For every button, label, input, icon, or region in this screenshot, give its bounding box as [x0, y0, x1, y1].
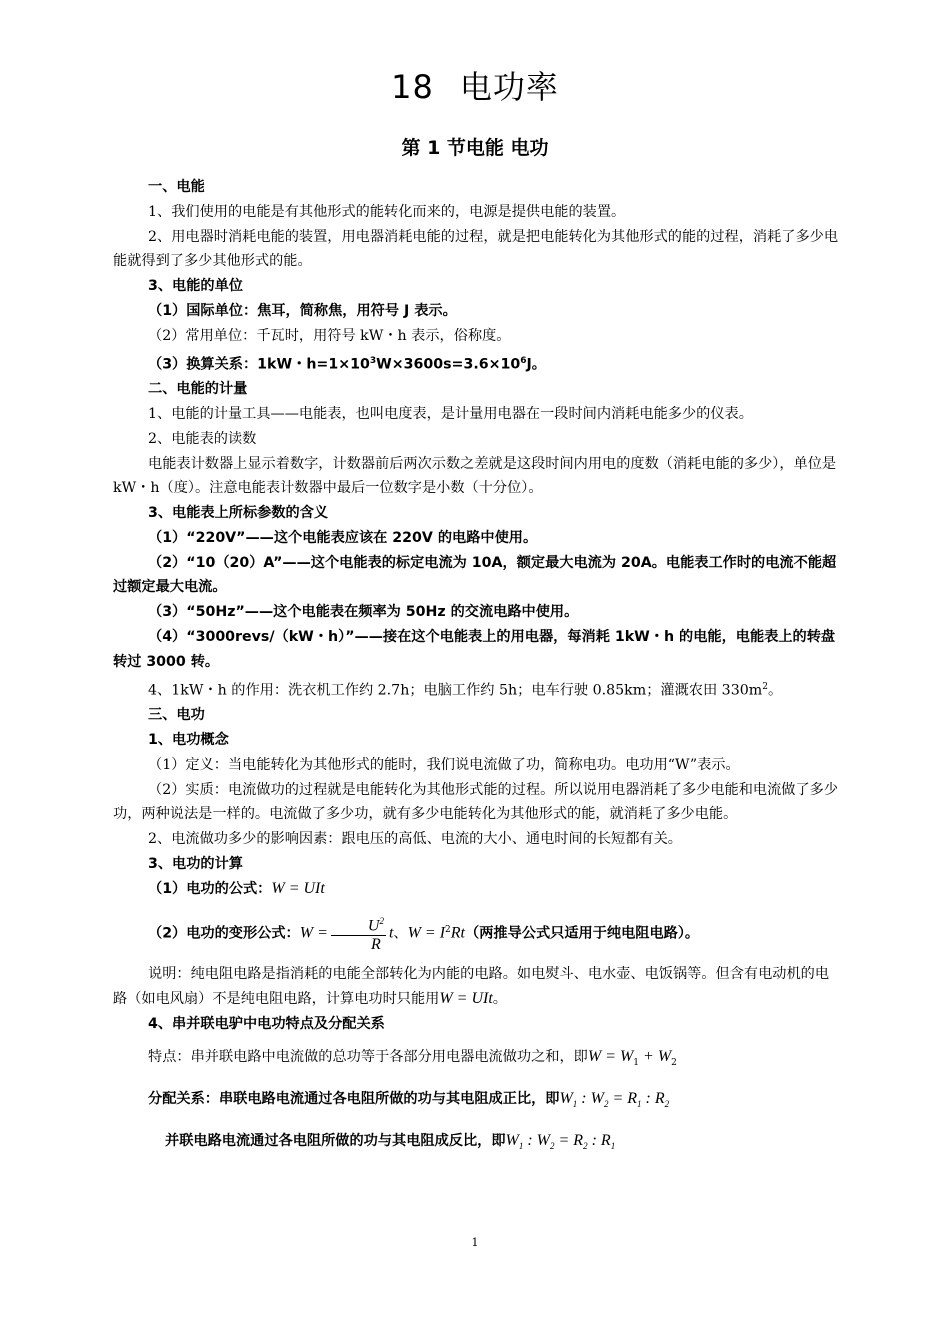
heading-energy-unit: 3、电能的单位: [148, 278, 243, 295]
heading-energy-metering: 二、电能的计量: [148, 381, 248, 398]
spacer: [113, 1075, 843, 1087]
unit-si: （1）国际单位：焦耳，简称焦，用符号 J 表示。: [148, 302, 457, 319]
document-body: [113, 175, 843, 1159]
heading-electric-work: 三、电功: [148, 707, 205, 724]
param-frequency: （3）“50Hz”——这个电能表在频率为 50Hz 的交流电路中使用。: [148, 604, 579, 621]
unit-conversion: （3）换算关系：1kW・$h=1\times 10^3W\times 3600s=3.6\times 10^6J$。: [148, 355, 546, 373]
unit-common: （2）常用单位：千瓦时，用符号 kW・h 表示，俗称度。: [148, 327, 511, 344]
paragraph: 2、电能表的读数: [148, 430, 257, 447]
formula-line-2: （2）电功的变形公式：W = $\frac{U^2}{R}$ t、$W = I^2Rt$（两推导公式只适用于纯电阻电路）。: [113, 910, 843, 955]
paragraph-note: 说明：纯电阻电路是指消耗的电能全部转化为内能的电路。如电熨斗、电水壶、电饭锅等。但含有电动机的电路（如电风扇）不是纯电阻电路，计算电功时只能用W = UIt。: [113, 966, 830, 1008]
paragraph-parallel-distribution: 并联电路电流通过各电阻所做的功与其电阻成反比，即$W_1$ : $W_2 = R_2$ : $R_1$: [165, 1132, 616, 1152]
paragraph-definition: （1）定义：当电能转化为其他形式的能时，我们说电流做了功，简称电功。电功用“W”表示。: [148, 756, 740, 773]
heading-work-concept: 1、电功概念: [148, 732, 229, 748]
chapter-name: 电功率: [459, 68, 559, 106]
paragraph: 1、电能的计量工具——电能表，也叫电度表，是计量用电器在一段时间内消耗电能多少的仪表。: [148, 405, 753, 422]
spacer: [113, 1037, 843, 1045]
heading-electric-energy: 一、电能: [148, 179, 205, 195]
paragraph-essence: （2）实质：电流做功的过程就是电能转化为其他形式能的过程。所以说用电器消耗了多少电能和电流做了多少功，两种说法是一样的。电流做了多少功，就有多少电能转化为其他形式的能，就消耗了多少电能。: [113, 781, 839, 823]
heading-work-calc: 3、电功的计算: [148, 855, 243, 872]
spacer: [113, 902, 843, 910]
param-voltage: （1）“220V”——这个电能表应该在 220V 的电路中使用。: [148, 529, 538, 546]
formula-line-1: （1）电功的公式：W = UIt: [148, 879, 325, 897]
paragraph: 1、我们使用的电能是有其他形式的能转化而来的，电源是提供电能的装置。: [148, 203, 626, 220]
spacer: [113, 1117, 843, 1129]
param-revs: （4）“3000revs/（kW・h）”——接在这个电能表上的用电器，每消耗 1kW・h 的电能，电能表上的转盘转过 3000 转。: [113, 629, 836, 670]
chapter-title: [0, 62, 950, 108]
paragraph-factors: 2、电流做功多少的影响因素：跟电压的高低、电流的大小、通电时间的长短都有关。: [148, 831, 682, 848]
heading-meter-params: 3、电能表上所标参数的含义: [148, 505, 329, 522]
formula-w-uit: W = UIt: [271, 879, 325, 897]
section-title: 第 1 节电能 电功: [401, 137, 549, 159]
paragraph: 2、用电器时消耗电能的装置，用电器消耗电能的过程，就是把电能转化为其他形式的能的过程，消耗了多少电能就得到了多少其他形式的能。: [113, 228, 839, 270]
paragraph-feature: 特点：串并联电路中电流做的总功等于各部分用电器电流做功之和，即$W = W_1 + W_2$: [148, 1047, 677, 1068]
fraction-u2-over-r: $\frac{U^2}{R}$: [331, 912, 386, 954]
paragraph: 电能表计数器上显示着数字，计数器前后两次示数之差就是这段时间内用电的度数（消耗电能的多少），单位是 kW・h（度）。注意电能表计数器中最后一位数字是小数（十分位）。: [113, 455, 837, 497]
param-current: （2）“10（20）A”——这个电能表的标定电流为 10A，额定最大电流为 20A。电能表工作时的电流不能超过额定最大电流。: [113, 554, 837, 596]
chapter-number: 18: [391, 68, 434, 106]
spacer: [113, 954, 843, 962]
paragraph-kwh-uses: 4、1kW・h 的作用：洗衣机工作约 2.7h；电脑工作约 5h；电车行驶 0.85km；灌溉农田 $330m^2$。: [148, 681, 783, 699]
paragraph-series-distribution: 分配关系：串联电路电流通过各电阻所做的功与其电阻成正比，即$W_1$ : $W_2 = R_1$ : $R_2$: [148, 1090, 670, 1110]
heading-series-parallel: 4、串并联电驴中电功特点及分配关系: [148, 1016, 385, 1033]
page-number: 1: [471, 1236, 479, 1249]
